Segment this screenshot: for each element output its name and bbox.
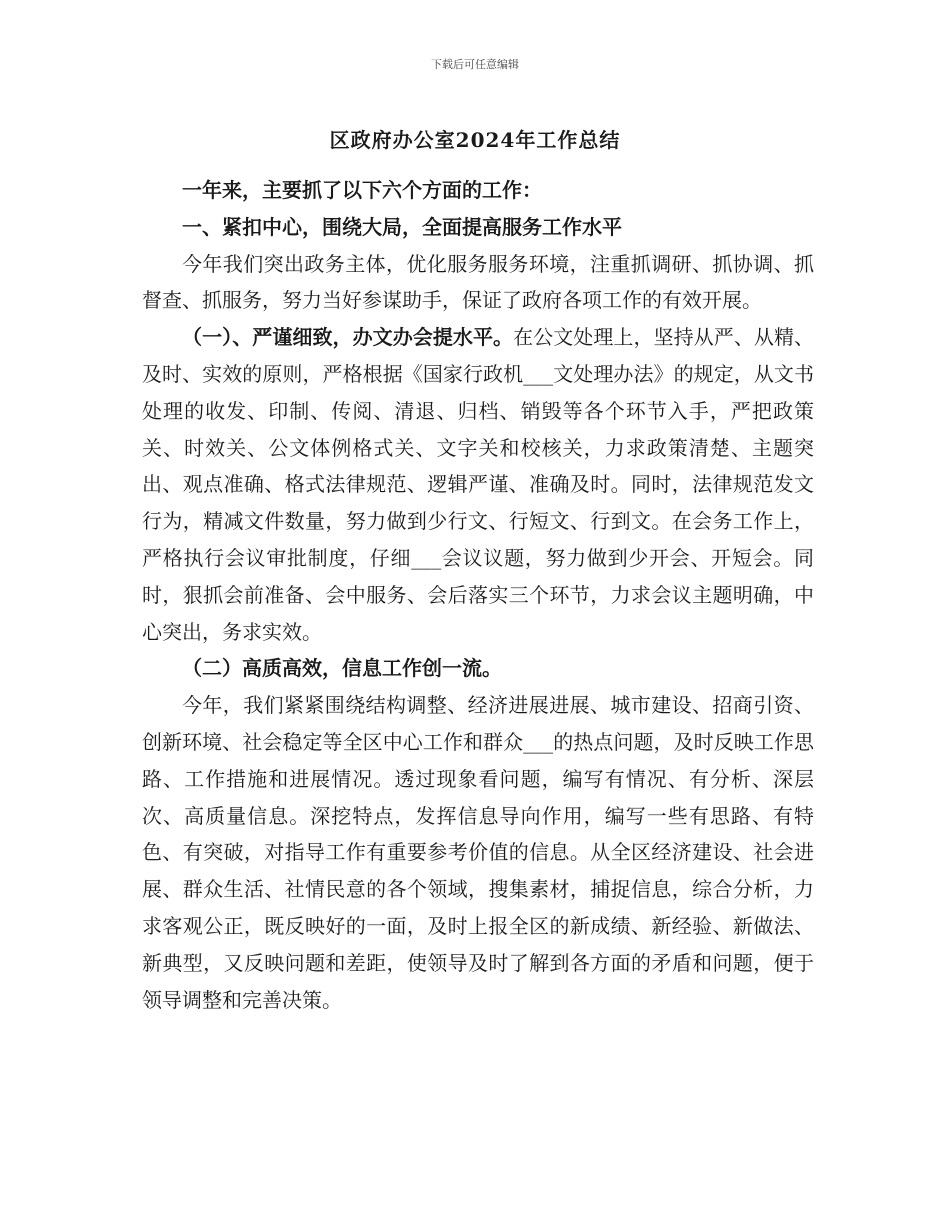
header-note: 下载后可任意编辑 bbox=[431, 58, 519, 71]
document-title: 区政府办公室2024年工作总结 bbox=[329, 128, 621, 152]
section-1-item-1-text: 在公文处理上，坚持从严、从精、及时、实效的原则，严格根据《国家行政机___文处理办法》的规定，从文书处理的收发、印制、传阅、清退、归档、销毁等各个环节入手，严把政策关、时效关、公文体例格式关、文字关和校核关，力求政策清楚、主题突出、观点准确、格式法律规范、逻辑严谨、准确及时。同时，法律规范发文行为，精减文件数量，努力做到少行文、行短文、行到文。在会务工作上，严格执行会议审批制度，仔细___会议议题，努力做到少开会、开短会。同时，狠抓会前准备、会中服务、会后落实三个环节，力求会议主题明确，中心突出，务求实效。 bbox=[142, 325, 815, 644]
section-1-heading: 一、紧扣中心，围绕大局，全面提高服务工作水平 bbox=[182, 214, 622, 239]
document-body bbox=[142, 172, 814, 1018]
intro-heading: 一年来，主要抓了以下六个方面的工作： bbox=[182, 178, 542, 202]
section-1-item-1-heading: （一）、严谨细致，办文办会提水平。 bbox=[182, 325, 514, 350]
section-1-intro: 今年我们突出政务主体，优化服务服务环境，注重抓调研、抓协调、抓督查、抓服务，努力当好参谋助手，保证了政府各项工作的有效开展。 bbox=[142, 251, 814, 313]
section-1-item-1-paragraph bbox=[142, 319, 814, 650]
section-1-item-2-text: 今年，我们紧紧围绕结构调整、经济进展进展、城市建设、招商引资、创新环境、社会稳定等全区中心工作和群众___的热点问题，及时反映工作思路、工作措施和进展情况。透过现象看问题，编写有情况、有分析、深层次、高质量信息。深挖特点，发挥信息导向作用，编写一些有思路、有特色、有突破，对指导工作有重要参考价值的信息。从全区经济建设、社会进展、群众生活、社情民意的各个领域，搜集素材，捕捉信息，综合分析，力求客观公正，既反映好的一面，及时上报全区的新成绩、新经验、新做法、新典型，又反映问题和差距，使领导及时了解到各方面的矛盾和问题，便于领导调整和完善决策。 bbox=[142, 693, 814, 1012]
section-1-item-2-heading: （二）高质高效，信息工作创一流。 bbox=[182, 656, 502, 681]
